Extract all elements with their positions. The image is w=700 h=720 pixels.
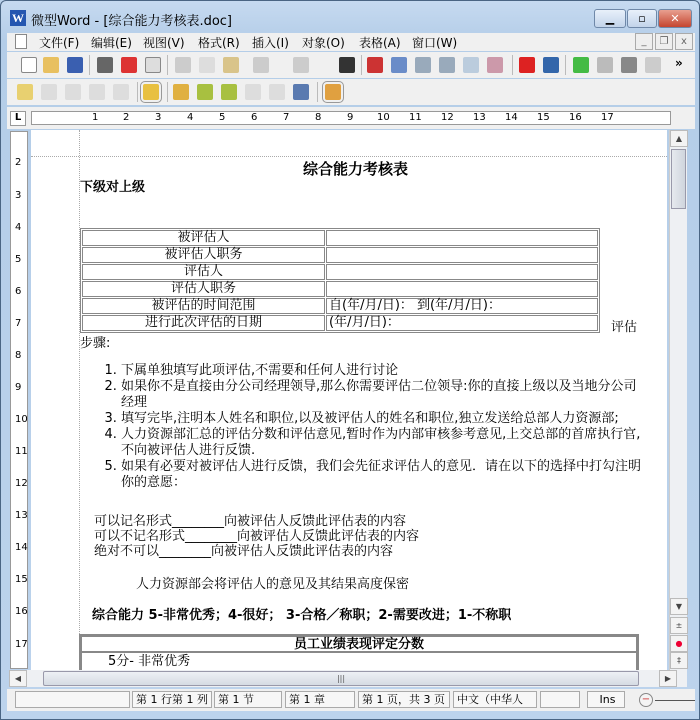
page-width-icon[interactable] <box>391 57 407 73</box>
word-app-icon: W <box>12 11 24 25</box>
review-toolbar <box>7 79 695 105</box>
track-changes-icon[interactable] <box>143 84 159 100</box>
accept-all-icon[interactable] <box>245 84 261 100</box>
hscroll-thumb[interactable]: ||| <box>43 671 639 686</box>
new-comment-icon[interactable] <box>17 84 33 100</box>
prev-change-icon[interactable] <box>197 84 213 100</box>
status-language: 中文（中华人 <box>453 691 537 708</box>
spell-check-icon[interactable] <box>573 57 589 73</box>
chart-icon[interactable] <box>597 57 613 73</box>
accept-change-icon[interactable] <box>173 84 189 100</box>
print-icon[interactable] <box>97 57 113 73</box>
review-pane-icon[interactable] <box>293 84 309 100</box>
pdf-icon[interactable] <box>121 57 137 73</box>
close-button[interactable]: ✕ <box>658 9 692 28</box>
rating-scale: 综合能力 5-非常优秀；4-很好； 3-合格／称职；2-需要改进；1-不称职 <box>92 608 512 623</box>
status-section: 第 1 节 <box>214 691 282 708</box>
steps-list <box>99 363 644 491</box>
status-message <box>15 691 130 708</box>
list-item: 1. 下属单独填写此项评估,不需要和任何人进行讨论 <box>121 363 644 379</box>
option-anonymous: 可以不记名形式________向被评估人反馈此评估表的内容 <box>94 529 420 544</box>
maximize-button[interactable]: ▫ <box>627 9 657 28</box>
scroll-up-button[interactable]: ▲ <box>670 130 688 147</box>
window-title: 微型Word - [综合能力考核表.doc] <box>31 14 232 29</box>
tab-stop-selector[interactable]: L <box>10 111 26 126</box>
prev-page-button[interactable]: ± <box>670 617 688 634</box>
new-icon[interactable] <box>21 57 37 73</box>
scroll-down-button[interactable]: ▼ <box>670 598 688 615</box>
next-change-icon[interactable] <box>221 84 237 100</box>
vertical-scrollbar[interactable] <box>669 130 687 670</box>
list-item: 5. 如果有必要对被评估人进行反馈，我们会先征求评估人的意见．请在以下的选择中打勾注明你的意愿： <box>121 459 644 491</box>
zoom-percent-icon[interactable] <box>487 57 503 73</box>
menu-format[interactable]: 格式(R) <box>198 36 240 50</box>
paragraph-icon[interactable] <box>543 57 559 73</box>
redo-icon[interactable] <box>293 57 309 73</box>
doc-restore-button[interactable]: ❐ <box>655 33 673 50</box>
list-item: 4. 人力资源部汇总的评估分数和评估意见,暂时作为内部审核参考意见,上交总部的首席执行官,不向被评估人进行反馈. <box>121 427 644 459</box>
score-table-header: 员工业绩表现评定分数 <box>81 636 637 652</box>
status-page: 第 1 页，共 3 页 <box>358 691 450 708</box>
horizontal-scrollbar[interactable] <box>9 670 687 687</box>
menu-file[interactable]: 文件(F) <box>39 36 80 50</box>
scroll-left-button[interactable]: ◀ <box>9 670 27 687</box>
menu-object[interactable]: 对象(O) <box>302 36 345 50</box>
doc-title: 综合能力考核表 <box>303 160 409 178</box>
single-page-icon[interactable] <box>415 57 431 73</box>
horizontal-ruler[interactable]: L 1 2 3 4 5 6 7 8 9 10 11 12 13 14 15 16 17 <box>7 107 695 129</box>
option-named: 可以记名形式________向被评估人反馈此评估表的内容 <box>94 514 407 529</box>
two-pages-icon[interactable] <box>439 57 455 73</box>
standard-toolbar <box>7 52 695 78</box>
menu-view[interactable]: 视图(V) <box>143 36 185 50</box>
shadow-icon[interactable] <box>621 57 637 73</box>
browse-object-button[interactable]: ● <box>670 635 688 652</box>
menu-table[interactable]: 表格(A) <box>359 36 401 50</box>
list-item: 2. 如果你不是直接由分公司经理领导,那么你需要评估二位领导:你的直接上级以及当地分公司经理 <box>121 379 644 411</box>
document-page[interactable] <box>31 130 667 670</box>
option-never: 绝对不可以________向被评估人反馈此评估表的内容 <box>94 544 394 559</box>
evaluation-info-table: 被评估人 被评估人职务 评估人 评估人职务 被评估的时间范围 自(年/月/日)： 到(年/月/日)： 进行此次评估的日期 (年/月/日)： <box>80 228 600 333</box>
menu-edit[interactable]: 编辑(E) <box>91 36 132 50</box>
prev-comment-icon[interactable] <box>89 84 105 100</box>
list-item: 3. 填写完毕,注明本人姓名和职位,以及被评估人的姓名和职位,独立发送给总部人力资源部; <box>121 411 644 427</box>
open-icon[interactable] <box>43 57 59 73</box>
reject-all-icon[interactable] <box>269 84 285 100</box>
status-position: 第 1 行第 1 列 <box>132 691 212 708</box>
edit-doc-icon[interactable] <box>325 84 341 100</box>
status-bar <box>7 689 695 711</box>
actual-size-icon[interactable] <box>367 57 383 73</box>
doc-close-button[interactable]: x <box>675 33 693 50</box>
zoom-slider[interactable] <box>655 700 695 701</box>
edit-comment-icon[interactable] <box>41 84 57 100</box>
status-blank <box>540 691 580 708</box>
side-text: 评估 <box>611 320 638 335</box>
menu-insert[interactable]: 插入(I) <box>252 36 289 50</box>
status-insert-mode[interactable]: Ins <box>587 691 625 708</box>
delete-comment-icon[interactable] <box>65 84 81 100</box>
minimize-button[interactable]: ▁ <box>594 9 626 28</box>
zoom-icon[interactable] <box>463 57 479 73</box>
scroll-right-button[interactable]: ▶ <box>659 670 677 687</box>
title-bar <box>1 1 699 33</box>
next-comment-icon[interactable] <box>113 84 129 100</box>
doc-subtitle: 下级对上级 <box>80 180 146 195</box>
undo-icon[interactable] <box>253 57 269 73</box>
text-box-icon[interactable] <box>645 57 661 73</box>
print-preview-icon[interactable] <box>145 57 161 73</box>
document-icon[interactable] <box>15 34 27 49</box>
vertical-ruler: 2 3 4 5 6 7 8 9 10 11 12 13 14 15 16 17 <box>10 131 28 669</box>
doc-minimize-button[interactable]: _ <box>635 33 653 50</box>
score-table <box>79 634 639 670</box>
toolbar-overflow-button[interactable]: » <box>675 56 683 70</box>
copy-icon[interactable] <box>199 57 215 73</box>
confidential-note: 人力资源部会将评估人的意见及其结果高度保密 <box>136 577 410 592</box>
save-icon[interactable] <box>67 57 83 73</box>
scroll-thumb[interactable] <box>671 149 686 209</box>
status-chapter: 第 1 章 <box>285 691 355 708</box>
next-page-button[interactable]: ‡ <box>670 652 688 669</box>
find-icon[interactable] <box>339 57 355 73</box>
font-color-icon[interactable] <box>519 57 535 73</box>
steps-label: 步骤: <box>80 336 111 351</box>
menu-window[interactable]: 窗口(W) <box>412 36 458 50</box>
cut-icon[interactable] <box>175 57 191 73</box>
zoom-out-button[interactable]: − <box>639 693 653 707</box>
paste-icon[interactable] <box>223 57 239 73</box>
menu-bar <box>7 33 695 51</box>
score-row: 5分- 非常优秀 <box>81 652 637 670</box>
